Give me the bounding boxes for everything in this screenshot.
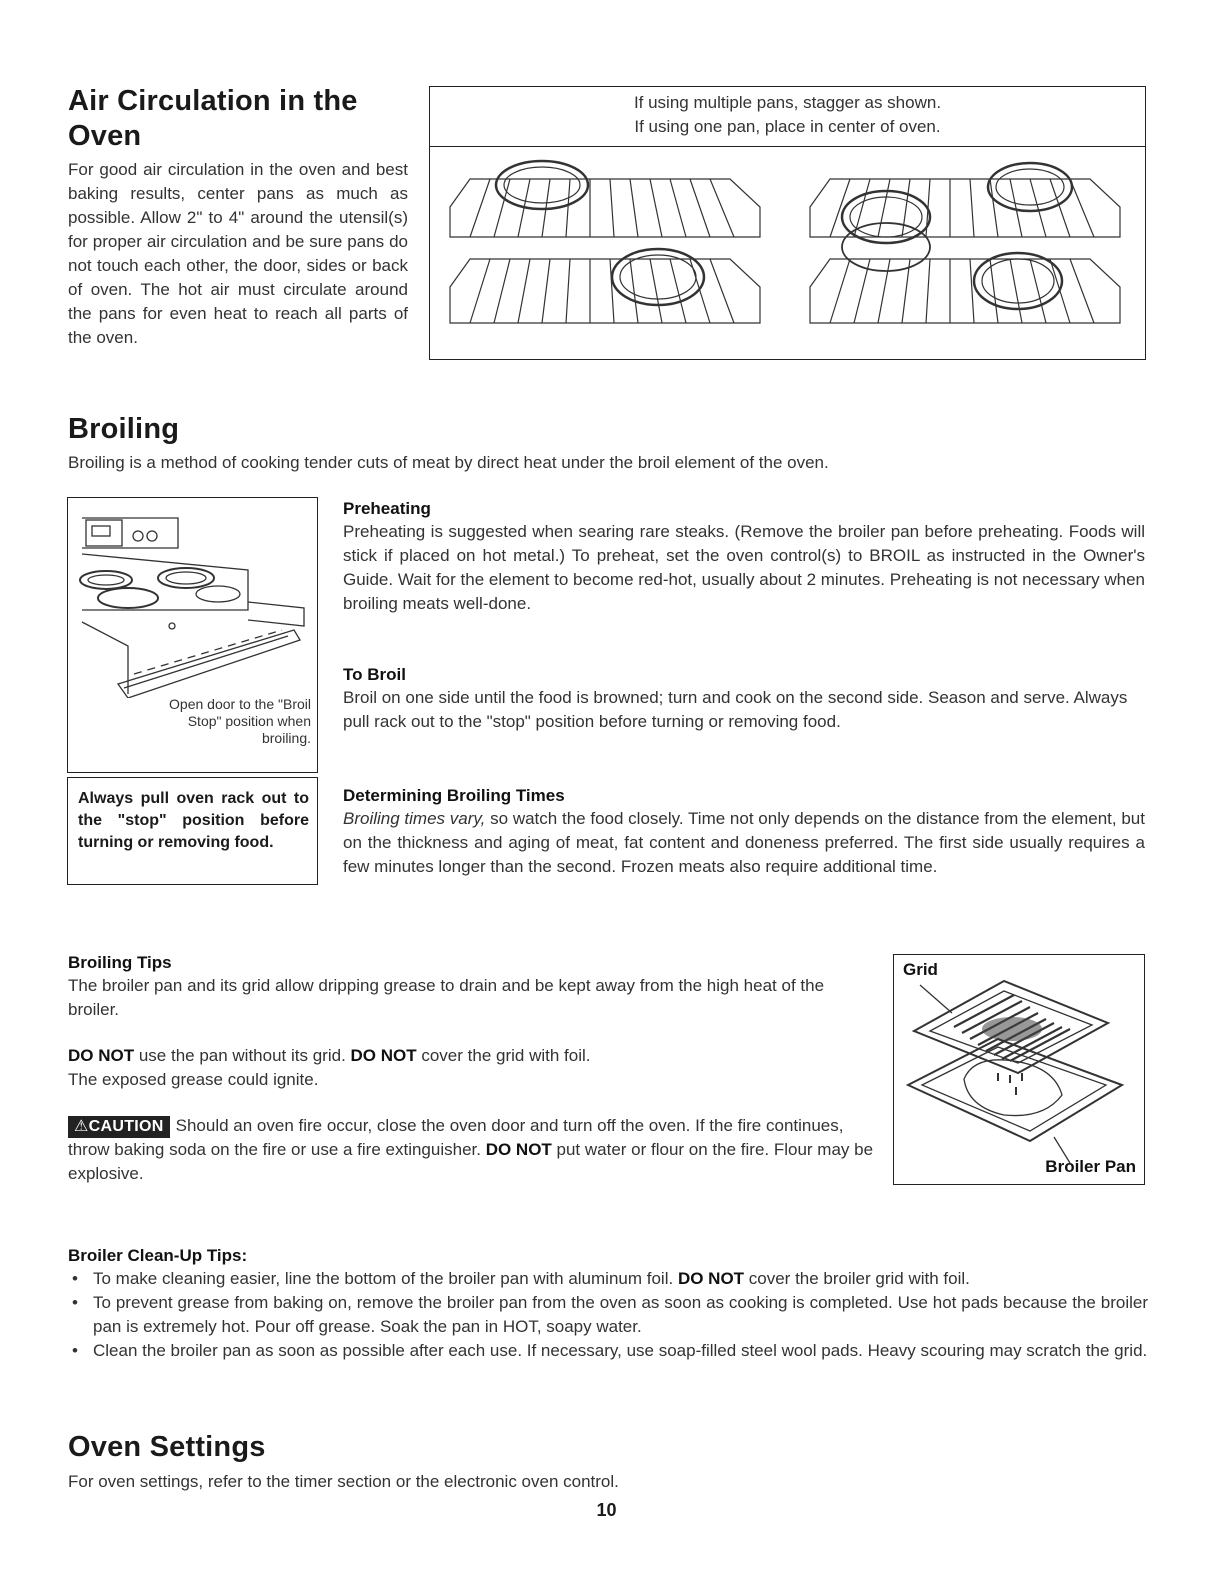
rack-figure — [429, 86, 1146, 360]
to-broil-body: Broil on one side until the food is browned; turn and cook on the second side. Season and serve. Always pull rack out to the "stop" position before turning or removing food. — [343, 688, 1128, 731]
broiling-intro: Broiling is a method of cooking tender cuts of meat by direct heat under the broil element of the oven. — [68, 453, 829, 472]
air-circulation-body: For good air circulation in the oven and best baking results, center pans as much as possible. Allow 2" to 4" around the utensil(s) for proper air circulation and be sure pans do not touch each other, the door, sides or back of oven. The hot air must circulate around the pans for even heat to reach all parts of the oven. — [68, 160, 408, 347]
broiling-times-heading: Determining Broiling Times — [343, 786, 565, 805]
broil-stop-figure — [67, 497, 318, 773]
broiling-title: Broiling — [68, 413, 180, 445]
broiling-times-body: Broiling times vary, so watch the food closely. Time not only depends on the distance from the element, but on the thickness and aging of meat, fat content and doneness preferred. The first side usually requires a few minutes longer than the second. Frozen meats also require additional time. — [343, 809, 1145, 876]
preheating-heading: Preheating — [343, 499, 431, 518]
broiler-pan-illustration — [894, 955, 1144, 1183]
broiler-pan-label: Broiler Pan — [1045, 1157, 1136, 1176]
list-item: • To prevent grease from baking on, remove the broiler pan from the oven as soon as cooking is completed. Use hot pads because the broiler pan is extremely hot. Pour off grease. Soak the pan in HOT, soapy water. — [68, 1291, 1148, 1339]
broiler-pan-figure — [893, 954, 1145, 1185]
broiling-tips-body: The broiler pan and its grid allow dripping grease to drain and be kept away from the high heat of the broiler. — [68, 976, 825, 1019]
to-broil-heading: To Broil — [343, 665, 406, 684]
caution-badge: ⚠CAUTION — [68, 1116, 170, 1138]
air-circulation-title: Air Circulation in the Oven — [68, 85, 358, 152]
cleanup-list — [68, 1267, 1148, 1363]
broiling-tips-heading: Broiling Tips — [68, 953, 172, 972]
rack-warning-box: Always pull oven rack out to the "stop" position before turning or removing food. — [67, 777, 318, 885]
preheating-body: Preheating is suggested when searing rare steaks. (Remove the broiler pan before preheating. Foods will stick if placed on hot metal.) To preheat, set the oven control(s) to BROIL as instructed in the Owner's Guide. Wait for the element to become red-hot, usually about 2 minutes. Preheating is not necessary when broiling meats well-done. — [343, 522, 1145, 613]
right-rack-group — [810, 163, 1120, 323]
page-number: 10 — [596, 1500, 617, 1520]
broil-stop-caption: Open door to the "Broil Stop" position when broiling. — [169, 696, 311, 746]
list-item: • Clean the broiler pan as soon as possible after each use. If necessary, use soap-filled steel wool pads. Heavy scouring may scratch the grid. — [68, 1339, 1148, 1363]
oven-settings-title: Oven Settings — [68, 1431, 266, 1463]
oven-racks-illustration — [430, 147, 1144, 357]
range-door-illustration — [68, 498, 316, 698]
preheating-section — [343, 498, 1145, 616]
left-rack-group — [450, 161, 760, 323]
rack-figure-caption-2: If using one pan, place in center of oven. — [634, 117, 941, 136]
oven-settings-body: For oven settings, refer to the timer section or the electronic oven control. — [68, 1472, 619, 1491]
caution-paragraph: ⚠CAUTION Should an oven fire occur, close the oven door and turn off the oven. If the fire continues, throw baking soda on the fire or use a fire extinguisher. DO NOT put water or flour on the fire. Flour may be explosive. — [68, 1116, 874, 1183]
list-item: • To make cleaning easier, line the bottom of the broiler pan with aluminum foil. DO NOT cover the broiler grid with foil. — [68, 1267, 1148, 1291]
cleanup-heading: Broiler Clean-Up Tips: — [68, 1246, 248, 1265]
to-broil-section — [343, 664, 1145, 734]
broiling-tips-section — [68, 952, 878, 1186]
broiling-times-section — [343, 785, 1145, 879]
broiling-tips-ignite: The exposed grease could ignite. — [68, 1070, 319, 1089]
grid-label: Grid — [903, 960, 938, 979]
rack-figure-caption-1: If using multiple pans, stagger as shown. — [633, 93, 942, 112]
cleanup-section — [68, 1245, 1148, 1363]
broiling-tips-donot: DO NOT use the pan without its grid. DO NOT cover the grid with foil. — [68, 1046, 591, 1065]
